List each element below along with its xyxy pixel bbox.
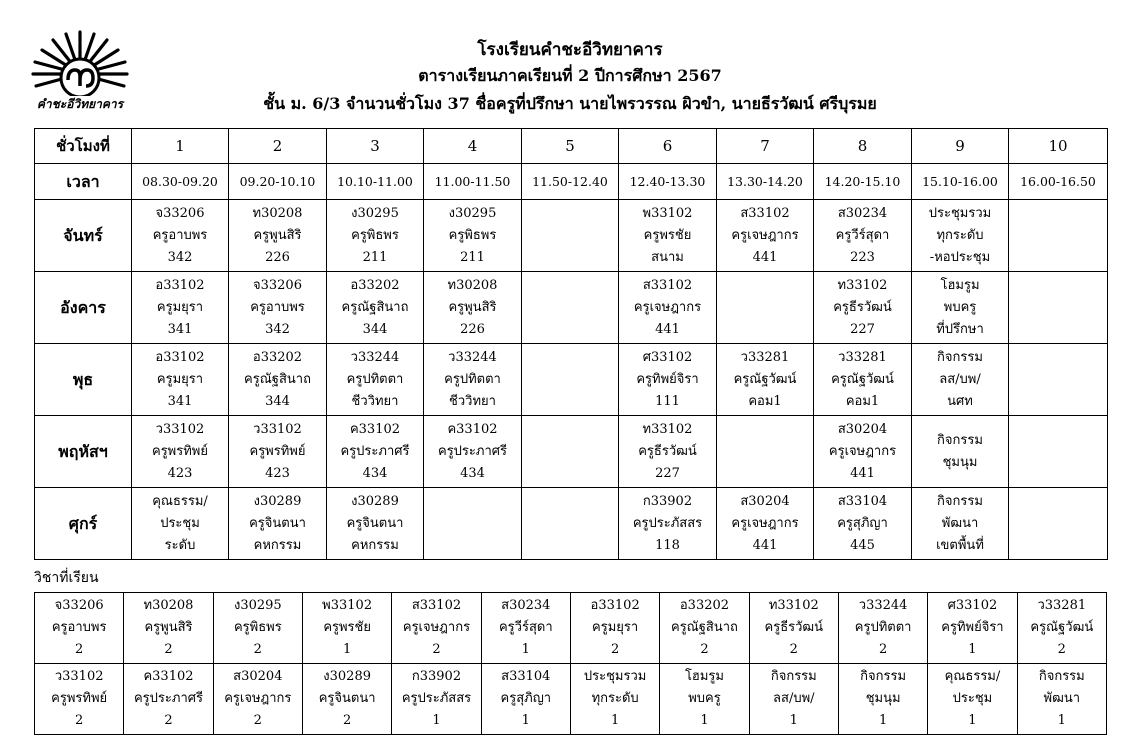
class-cell [1009, 200, 1108, 272]
subject-summary-cell [749, 593, 838, 664]
teacher-name: ประชุม [952, 691, 993, 706]
subject-summary-cell [838, 664, 927, 735]
subjects-label: วิชาที่เรียน [34, 570, 99, 586]
subject-code: ส30234 [501, 598, 551, 613]
class-cell [229, 416, 327, 488]
subject-code: ท30208 [252, 205, 303, 221]
teacher-name: ครูอาบพร [250, 299, 305, 315]
subject-code: กิจกรรม [860, 669, 907, 684]
room: ชีววิทยา [449, 393, 496, 409]
hours: 1 [1057, 713, 1066, 728]
class-cell [522, 344, 619, 416]
teacher-name: ครูปทิตตา [854, 620, 912, 635]
teacher-name: ครูประภัสสร [401, 691, 472, 706]
room: 423 [265, 465, 290, 481]
subject-code: โฮมรูม [684, 669, 724, 684]
teacher-name: ครูเจษฎากร [402, 620, 471, 635]
class-cell [132, 416, 229, 488]
class-cell [522, 200, 619, 272]
subject-code: โฮมรูม [940, 277, 980, 293]
teacher-name: ครูจินตนา [318, 691, 376, 706]
class-cell [229, 272, 327, 344]
hours: 1 [343, 642, 352, 657]
period-time: 11.00-11.50 [424, 164, 522, 200]
room: 434 [460, 465, 485, 481]
period-time: 13.30-14.20 [717, 164, 814, 200]
subject-code: ก33902 [411, 669, 462, 684]
subject-code: อ33102 [155, 277, 205, 293]
class-cell [229, 200, 327, 272]
subject-summary-cell [660, 593, 749, 664]
subject-summary-cell [749, 664, 838, 735]
subject-summary-cell [35, 593, 124, 664]
hours: 1 [610, 713, 620, 728]
hours: 2 [343, 713, 352, 728]
subject-code: ง30289 [323, 669, 371, 684]
subject-summary-cell [302, 593, 391, 664]
subject-code: อ33202 [679, 598, 730, 613]
subject-summary-cell [928, 664, 1017, 735]
subject-code: ว33244 [858, 598, 908, 613]
room: 111 [655, 393, 680, 409]
room: คอม1 [748, 393, 782, 409]
subject-summary-cell [213, 593, 302, 664]
class-cell [717, 200, 814, 272]
class-cell [717, 416, 814, 488]
teacher-name: ครูณัฐสินาถ [244, 371, 311, 387]
subject-code: ง30295 [351, 205, 399, 221]
class-cell [424, 272, 522, 344]
hours: 2 [1057, 642, 1066, 657]
class-cell [424, 200, 522, 272]
period-time: 14.20-15.10 [814, 164, 912, 200]
subject-code: ส33102 [642, 277, 693, 293]
teacher-name: ครูมยุรา [592, 620, 639, 635]
subject-code: ส30204 [837, 421, 888, 437]
teacher-name: ลส/บพ/ [939, 371, 981, 387]
subject-code: ท33102 [837, 277, 888, 293]
class-cell [814, 344, 912, 416]
subject-code: กิจกรรม [1038, 669, 1085, 684]
hours: 1 [700, 713, 709, 728]
period-number: 2 [229, 129, 327, 164]
subject-code: คุณธรรม/ [944, 669, 1001, 684]
room: ที่ปรึกษา [936, 321, 984, 337]
subject-code: ค33102 [143, 669, 194, 684]
teacher-name: ครูวีร์สุดา [835, 227, 890, 243]
class-cell [327, 344, 424, 416]
period-time: 16.00-16.50 [1009, 164, 1108, 200]
day-label: อังคาร [35, 272, 132, 344]
class-cell [1009, 272, 1108, 344]
period-number: 5 [522, 129, 619, 164]
teacher-name: ครูณัฐสินาถ [341, 299, 409, 315]
teacher-name: ครูพรชัย [643, 227, 692, 243]
subject-summary-cell [392, 593, 481, 664]
subject-summary-cell [35, 664, 124, 735]
teacher-name: ครูพรทิพย์ [249, 443, 306, 459]
subject-summary-cell [124, 593, 213, 664]
hours: 2 [432, 642, 441, 657]
teacher-name: ครูวีร์สุดา [498, 620, 553, 635]
subject-code: ท30208 [447, 277, 498, 293]
teacher-name: ครูพิธพร [448, 227, 497, 243]
hours: 2 [253, 642, 262, 657]
subject-code: อ33102 [590, 598, 640, 613]
period-time: 08.30-09.20 [132, 164, 229, 200]
subject-code: จ33206 [155, 205, 205, 221]
class-cell [912, 344, 1009, 416]
period-number: 8 [814, 129, 912, 164]
subject-summary-cell [1017, 593, 1106, 664]
class-cell [229, 488, 327, 560]
hours: 1 [521, 713, 530, 728]
period-time: 15.10-16.00 [912, 164, 1009, 200]
teacher-name: ลส/บพ/ [773, 691, 815, 706]
teacher-name: ครูพรทิพย์ [152, 443, 208, 459]
day-label: ศุกร์ [35, 488, 132, 560]
day-label: จันทร์ [35, 200, 132, 272]
class-cell [1009, 488, 1108, 560]
teacher-name: ชุมนุม [942, 454, 978, 470]
class-cell [1009, 344, 1108, 416]
subject-code: ว33102 [54, 669, 104, 684]
room: ระดับ [164, 537, 196, 553]
room: คหกรรม [253, 537, 302, 553]
class-cell [912, 416, 1009, 488]
room: 227 [655, 465, 680, 481]
day-label: พฤหัสฯ [35, 416, 132, 488]
subject-code: ท33102 [768, 598, 819, 613]
timetable [34, 128, 1108, 560]
day-label: พุธ [35, 344, 132, 416]
class-cell [619, 488, 717, 560]
subject-code: ท30208 [143, 598, 194, 613]
subject-code: ว33244 [448, 349, 497, 365]
subject-summary-cell [928, 593, 1017, 664]
room: 441 [752, 249, 778, 265]
teacher-name: ครูณัฐสินาถ [671, 620, 738, 635]
teacher-name: ครูธีรวัฒน์ [833, 299, 892, 315]
room: -หอประชุม [929, 249, 991, 265]
teacher-name: ครูสุภิญา [837, 515, 888, 531]
teacher-name: ครูอาบพร [51, 620, 107, 635]
period-time: 10.10-11.00 [327, 164, 424, 200]
room: 441 [752, 537, 778, 553]
teacher-name: ครูเจษฎากร [224, 691, 292, 706]
teacher-name: ครูเจษฎากร [731, 227, 799, 243]
class-cell [717, 272, 814, 344]
subject-code: ประชุมรวม [583, 669, 647, 684]
hours: 1 [789, 713, 798, 728]
teacher-name: ครูพรชัย [323, 620, 371, 635]
subject-code: กิจกรรม [937, 349, 983, 365]
subject-code: ท33102 [642, 421, 693, 437]
room: 227 [850, 321, 875, 337]
hours: 2 [164, 713, 173, 728]
subject-code: กิจกรรม [770, 669, 817, 684]
teacher-name: ครูประภาศรี [438, 443, 507, 459]
period-time: 12.40-13.30 [619, 164, 717, 200]
teacher-name: ครูประภาศรี [133, 691, 203, 706]
room: 118 [655, 537, 680, 553]
hours: 2 [610, 642, 620, 657]
class-cell [717, 344, 814, 416]
subject-code: ส30204 [740, 493, 790, 509]
subject-summary-cell [570, 664, 659, 735]
subject-summary-cell [392, 664, 481, 735]
hours: 2 [789, 642, 798, 657]
class-cell [132, 488, 229, 560]
teacher-name: ทุกระดับ [591, 691, 639, 706]
subject-code: ศ33102 [947, 598, 998, 613]
subject-code: ส30234 [837, 205, 888, 221]
room: เขตพื้นที่ [936, 537, 984, 553]
hours: 2 [700, 642, 709, 657]
subject-code: อ33102 [155, 349, 205, 365]
room: 434 [362, 465, 388, 481]
subject-code: ส30204 [233, 669, 283, 684]
subject-summary-cell [660, 664, 749, 735]
subjects-table [34, 592, 1107, 735]
subject-code: ว33102 [155, 421, 205, 437]
room: 341 [167, 321, 193, 337]
teacher-name: ครูจินตนา [346, 515, 404, 531]
teacher-name: ครูพิธพร [351, 227, 399, 243]
subject-code: พ33102 [642, 205, 693, 221]
class-cell [424, 488, 522, 560]
subject-code: กิจกรรม [937, 432, 983, 448]
class-cell [424, 416, 522, 488]
subject-code: ง30289 [351, 493, 399, 509]
subject-code: ว33102 [253, 421, 302, 437]
room: 344 [265, 393, 290, 409]
room: คหกรรม [351, 537, 399, 553]
period-number: 9 [912, 129, 1009, 164]
room: 226 [460, 321, 485, 337]
hours: 1 [432, 713, 441, 728]
room: ชีววิทยา [351, 393, 399, 409]
subject-code: กิจกรรม [937, 493, 983, 509]
teacher-name: ครูเจษฎากร [633, 299, 702, 315]
hours: 2 [164, 642, 173, 657]
period-time: 11.50-12.40 [522, 164, 619, 200]
hours: 2 [253, 713, 262, 728]
subject-summary-cell [481, 664, 570, 735]
subject-code: ว33281 [838, 349, 887, 365]
teacher-name: ครูมยุรา [156, 299, 204, 315]
class-cell [132, 272, 229, 344]
period-number: 6 [619, 129, 717, 164]
subject-code: จ33206 [54, 598, 104, 613]
period-number: 3 [327, 129, 424, 164]
subject-code: ง30289 [253, 493, 302, 509]
subject-code: ประชุมรวม [928, 205, 992, 221]
class-cell [814, 200, 912, 272]
class-cell [522, 272, 619, 344]
subject-code: ศ33102 [642, 349, 693, 365]
room: 211 [362, 249, 388, 265]
class-cell [132, 344, 229, 416]
teacher-name: ครูมยุรา [156, 371, 204, 387]
subject-summary-cell [124, 664, 213, 735]
subject-code: พ33102 [322, 598, 373, 613]
subject-code: ว33244 [350, 349, 400, 365]
class-cell [619, 272, 717, 344]
teacher-name: ครูพิธพร [233, 620, 282, 635]
class-cell [814, 416, 912, 488]
teacher-name: ครูอาบพร [152, 227, 208, 243]
teacher-name: ครูทิพย์จิรา [636, 371, 699, 387]
teacher-name: ครูสุภิญา [500, 691, 552, 706]
subject-code: อ33202 [350, 277, 400, 293]
teacher-name: ครูเจษฎากร [731, 515, 799, 531]
subject-code: ก33902 [642, 493, 693, 509]
class-cell [912, 200, 1009, 272]
class-cell [717, 488, 814, 560]
term-title: ตารางเรียนภาคเรียนที่ 2 ปีการศึกษา 2567 [418, 66, 722, 85]
teacher-name: ครูพูนสิริ [253, 227, 302, 243]
teacher-name: ครูปทิตตา [346, 371, 404, 387]
teacher-name: ครูณัฐวัฒน์ [1030, 620, 1094, 635]
teacher-name: พัฒนา [941, 515, 979, 531]
hours: 1 [968, 713, 977, 728]
class-cell [522, 416, 619, 488]
class-cell [522, 488, 619, 560]
class-cell [912, 272, 1009, 344]
time-label: เวลา [35, 164, 132, 200]
subject-summary-cell [213, 664, 302, 735]
teacher-name: ครูเจษฎากร [828, 443, 897, 459]
teacher-name: ทุกระดับ [936, 227, 984, 243]
teacher-name: พัฒนา [1043, 691, 1081, 706]
room: 341 [167, 393, 193, 409]
period-number: 1 [132, 129, 229, 164]
period-time: 09.20-10.10 [229, 164, 327, 200]
class-cell [619, 200, 717, 272]
subject-code: อ33202 [252, 349, 303, 365]
hours: 1 [521, 642, 530, 657]
subject-code: ค33102 [349, 421, 401, 437]
subject-summary-cell [570, 593, 659, 664]
subject-code: ว33281 [1037, 598, 1087, 613]
teacher-name: ประชุม [160, 515, 200, 531]
room: 441 [655, 321, 680, 337]
class-cell [1009, 416, 1108, 488]
class-cell [912, 488, 1009, 560]
subject-code: คุณธรรม/ [152, 493, 208, 509]
subject-summary-cell [481, 593, 570, 664]
room: 445 [850, 537, 875, 553]
class-cell [327, 272, 424, 344]
teacher-name: ครูประภาศรี [340, 443, 410, 459]
class-cell [814, 272, 912, 344]
teacher-name: ครูพรทิพย์ [51, 691, 108, 706]
subject-code: ส33104 [501, 669, 551, 684]
period-label: ชั่วโมงที่ [35, 129, 132, 164]
class-cell [327, 488, 424, 560]
teacher-name: ครูธีรวัฒน์ [638, 443, 697, 459]
teacher-name: ครูประภัสสร [632, 515, 703, 531]
school-name: โรงเรียนคำชะอีวิทยาคาร [477, 40, 663, 60]
subject-code: ส33102 [740, 205, 790, 221]
hours: 2 [75, 713, 84, 728]
subject-code: ง30295 [233, 598, 282, 613]
room: 441 [850, 465, 875, 481]
class-cell [132, 200, 229, 272]
subject-summary-cell [838, 593, 927, 664]
teacher-name: ครูณัฐวัฒน์ [733, 371, 797, 387]
period-number: 10 [1009, 129, 1108, 164]
teacher-name: ครูพูนสิริ [144, 620, 193, 635]
room: 211 [460, 249, 485, 265]
subject-summary-cell [1017, 664, 1106, 735]
subject-summary-cell [302, 664, 391, 735]
teacher-name: ชุมนุม [865, 691, 901, 706]
class-cell [619, 416, 717, 488]
teacher-name: ครูทิพย์จิรา [941, 620, 1004, 635]
class-cell [814, 488, 912, 560]
room: 342 [167, 249, 193, 265]
teacher-name: ครูจินตนา [249, 515, 306, 531]
hours: 1 [968, 642, 977, 657]
room: สนาม [651, 249, 684, 265]
subject-code: ค33102 [447, 421, 498, 437]
room: 423 [167, 465, 193, 481]
hours: 2 [878, 642, 888, 657]
subject-code: ว33281 [740, 349, 790, 365]
subject-code: ส33102 [411, 598, 462, 613]
svg-text:คำชะอีวิทยาคาร: คำชะอีวิทยาคาร [36, 97, 124, 111]
period-number: 4 [424, 129, 522, 164]
class-cell [229, 344, 327, 416]
room: นศท [947, 393, 973, 409]
period-number: 7 [717, 129, 814, 164]
teacher-name: พบครู [943, 299, 977, 315]
class-cell [424, 344, 522, 416]
room: คอม1 [845, 393, 880, 409]
teacher-name: ครูณัฐวัฒน์ [831, 371, 894, 387]
class-cell [327, 416, 424, 488]
room: 223 [850, 249, 875, 265]
teacher-name: ครูธีรวัฒน์ [764, 620, 824, 635]
class-cell [327, 200, 424, 272]
teacher-name: ครูปทิตตา [444, 371, 501, 387]
class-info: ชั้น ม. 6/3 จำนวนชั่วโมง 37 ชื่อครูที่ปรึกษา นายไพรวรรณ ผิวขำ, นายธีรวัฒน์ ศรีบุรมย [263, 94, 877, 113]
teacher-name: ครูพูนสิริ [448, 299, 497, 315]
hours: 2 [75, 642, 84, 657]
room: 344 [362, 321, 388, 337]
subject-code: ง30295 [448, 205, 497, 221]
teacher-name: พบครู [688, 691, 721, 706]
hours: 1 [878, 713, 888, 728]
room: 226 [265, 249, 290, 265]
subject-code: จ33206 [253, 277, 302, 293]
room: 342 [265, 321, 290, 337]
subject-code: ส33104 [837, 493, 888, 509]
class-cell [619, 344, 717, 416]
